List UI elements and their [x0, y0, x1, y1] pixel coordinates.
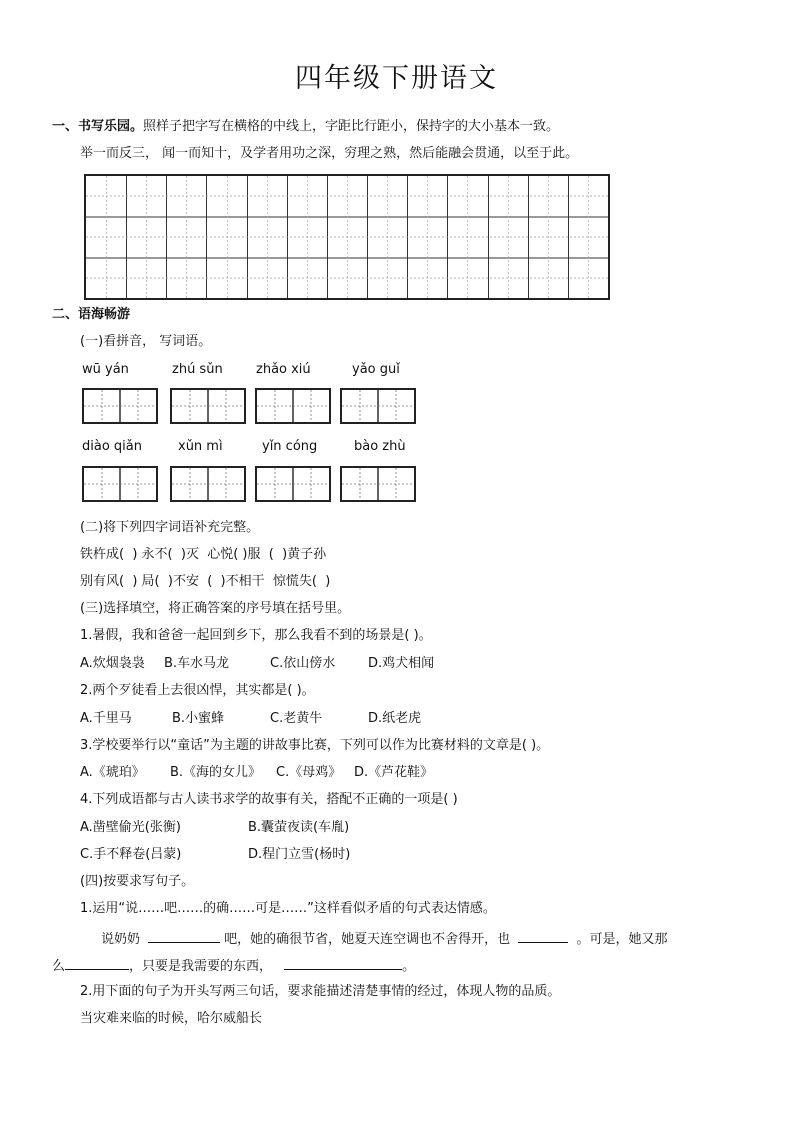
pinyin-8: bào zhù — [354, 439, 406, 454]
q1-option-b: B.车水马龙 — [164, 656, 230, 671]
answer-box-8[interactable] — [340, 466, 416, 502]
section-2-heading: 二、语海畅游 — [52, 307, 131, 322]
q3-option-d: D.《芦花鞋》 — [354, 765, 434, 780]
sentence-blank-4[interactable] — [284, 955, 402, 970]
q2-option-d: D.纸老虎 — [368, 711, 422, 726]
question-2[interactable]: 2.两个歹徒看上去很凶悍，其实都是( )。 — [80, 683, 315, 698]
section-1 — [52, 118, 559, 136]
q1-option-d: D.鸡犬相闻 — [368, 656, 435, 671]
q2-option-b: B.小蜜蜂 — [172, 711, 225, 726]
write-question-2-start[interactable]: 当灾难来临的时候，哈尔威船长 — [80, 1011, 263, 1026]
sentence-part-d: 么 — [52, 959, 66, 974]
sentence-part-a: 说奶奶 — [101, 932, 141, 947]
q2-option-a: A.千里马 — [80, 711, 132, 726]
answer-box-6[interactable] — [170, 466, 246, 502]
q4-option-b: B.囊萤夜读(车胤) — [248, 820, 350, 835]
q1-option-c: C.依山傍水 — [270, 656, 336, 671]
question-1[interactable]: 1.暑假，我和爸爸一起回到乡下，那么我看不到的场景是( )。 — [80, 628, 432, 643]
answer-box-4[interactable] — [340, 388, 416, 424]
write-question-2: 2.用下面的句子为开头写两三句话，要求能描述清楚事情的经过，体现人物的品质。 — [80, 984, 561, 999]
answer-box-2[interactable] — [170, 388, 246, 424]
q3-option-c: C.《母鸡》 — [276, 765, 342, 780]
writing-grid[interactable] — [84, 174, 610, 300]
q4-option-c: C.手不释卷(吕蒙) — [80, 847, 182, 862]
writing-grid-lines — [86, 176, 608, 298]
answer-box-7[interactable] — [255, 466, 331, 502]
pinyin-3: zhǎo xiú — [256, 362, 311, 377]
sentence-blank-2[interactable] — [518, 928, 568, 943]
sentence-part-f: 。 — [402, 959, 416, 974]
q4-option-d: D.程门立雪(杨时) — [248, 847, 351, 862]
section-1-heading: 一、书写乐园。 — [52, 119, 144, 134]
pinyin-7: yǐn cóng — [262, 439, 318, 454]
pinyin-6: xǔn mì — [178, 439, 223, 454]
q2-option-c: C.老黄牛 — [270, 711, 323, 726]
section-1-instruction: 照样子把字写在横格的中线上，字距比行距小，保持字的大小基本一致。 — [143, 119, 560, 134]
question-3[interactable]: 3.学校要举行以“童话”为主题的讲故事比赛，下列可以作为比赛材料的文章是( )。 — [80, 738, 550, 753]
sentence-part-b: 吧，她的确很节省，她夏天连空调也不舍得开，也 — [224, 932, 511, 947]
part-1-heading: (一)看拼音， 写词语。 — [80, 334, 212, 349]
answer-box-1[interactable] — [82, 388, 158, 424]
part-2-heading: (二)将下列四字词语补充完整。 — [80, 520, 260, 535]
pinyin-4: yǎo guǐ — [352, 362, 400, 377]
sentence-blank-3[interactable] — [65, 955, 129, 970]
sentence-part-c: 。可是，她又那 — [576, 932, 668, 947]
pinyin-1: wū yán — [82, 362, 129, 377]
q3-option-b: B.《海的女儿》 — [170, 765, 262, 780]
q1-option-a: A.炊烟袅袅 — [80, 656, 145, 671]
sentence-line-1 — [101, 928, 667, 949]
sentence-part-e: ，只要是我需要的东西， — [129, 959, 273, 974]
q3-option-a: A.《琥珀》 — [80, 765, 145, 780]
sentence-line-2 — [52, 955, 415, 976]
q4-option-a: A.凿壁偷光(张衡) — [80, 820, 181, 835]
sentence-blank-1[interactable] — [148, 928, 220, 943]
part-4-heading: (四)按要求写句子。 — [80, 874, 195, 889]
idiom-line-1[interactable]: 铁杵成( ) 永不( )灭 心悦( )服 ( )黄子孙 — [80, 547, 327, 562]
question-4[interactable]: 4.下列成语都与古人读书求学的故事有关，搭配不正确的一项是( ) — [80, 792, 458, 807]
pinyin-2: zhú sǔn — [172, 362, 223, 377]
write-question-1: 1.运用“说……吧……的确……可是……”这样看似矛盾的句式表达情感。 — [80, 901, 496, 916]
page-title: 四年级下册语文 — [295, 63, 498, 94]
section-1-text: 举一而反三， 闻一而知十，及学者用功之深，穷理之熟，然后能融会贯通，以至于此。 — [80, 146, 579, 161]
part-3-heading: (三)选择填空，将正确答案的序号填在括号里。 — [80, 601, 351, 616]
pinyin-5: diào qiǎn — [82, 439, 142, 454]
idiom-line-2[interactable]: 别有风( ) 局( )不安 ( )不相干 惊慌失( ) — [80, 574, 331, 589]
answer-box-3[interactable] — [255, 388, 331, 424]
answer-box-5[interactable] — [82, 466, 158, 502]
